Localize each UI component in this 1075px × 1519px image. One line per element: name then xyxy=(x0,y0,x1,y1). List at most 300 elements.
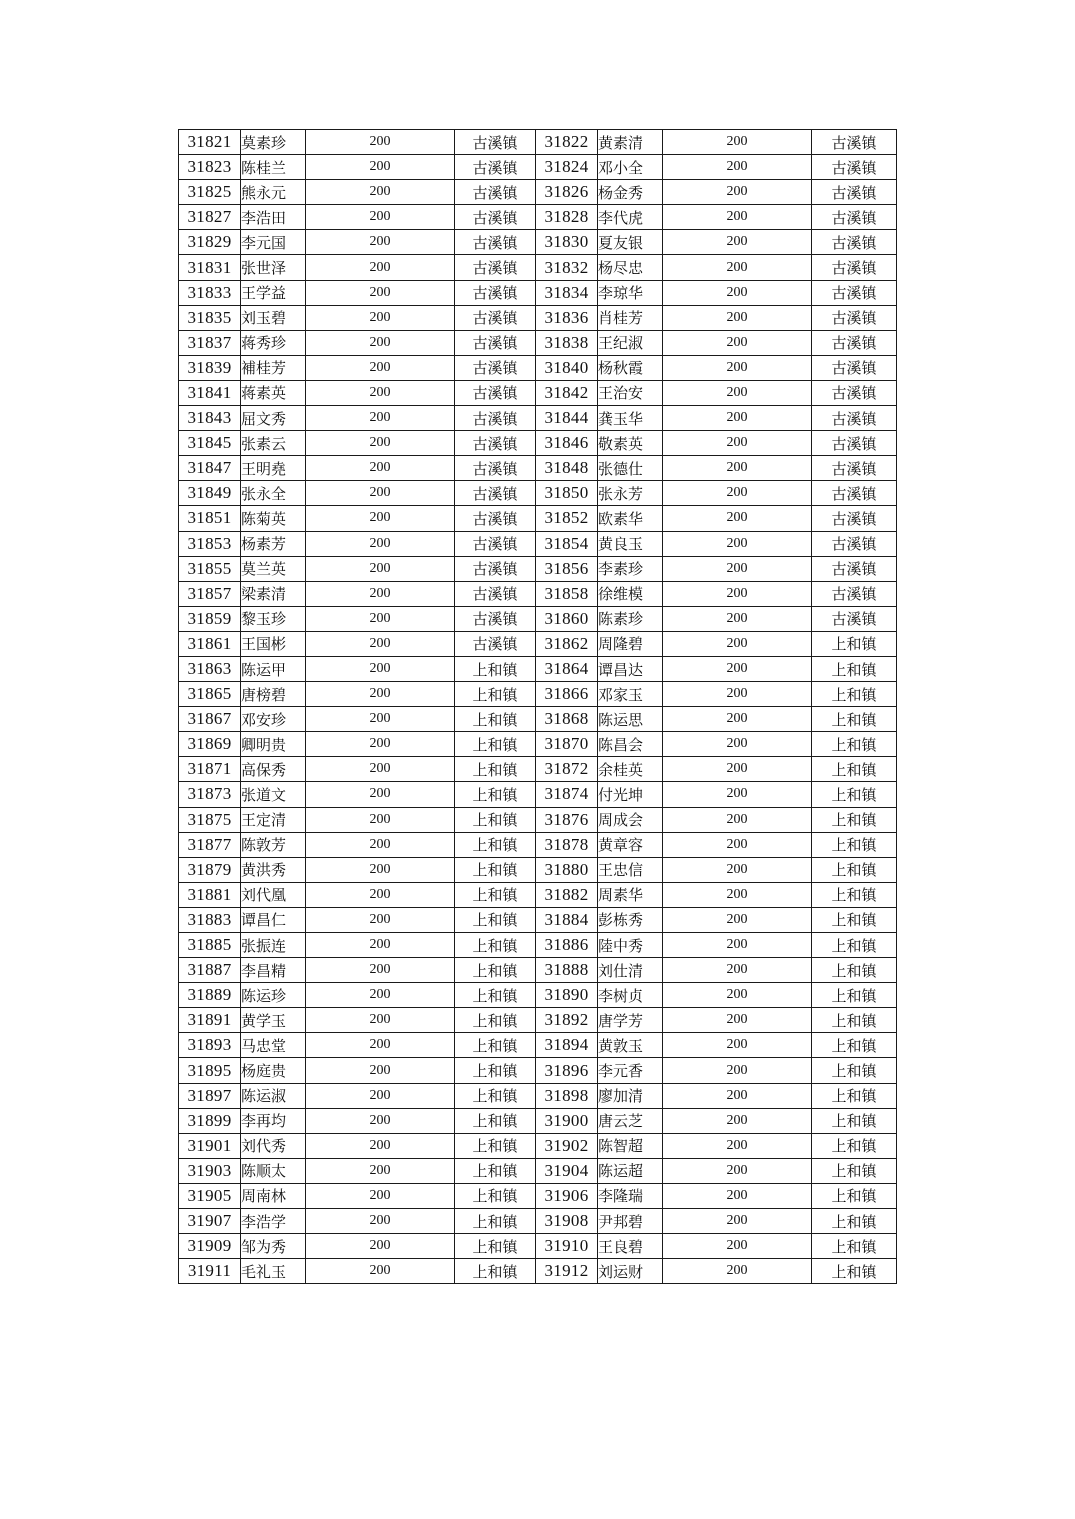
left-amount-cell: 200 xyxy=(306,330,455,355)
left-record-id-cell: 31875 xyxy=(179,807,241,832)
right-town-cell: 古溪镇 xyxy=(812,556,897,581)
left-amount-cell: 200 xyxy=(306,1158,455,1183)
right-town-cell: 上和镇 xyxy=(812,807,897,832)
right-record-id-cell: 31866 xyxy=(536,682,598,707)
left-record-id-cell: 31909 xyxy=(179,1234,241,1259)
left-town-cell: 古溪镇 xyxy=(455,180,536,205)
left-person-name-cell: 王国彬 xyxy=(241,631,306,656)
left-record-id-cell: 31901 xyxy=(179,1133,241,1158)
left-person-name-cell: 刘代凰 xyxy=(241,882,306,907)
left-record-id-cell: 31881 xyxy=(179,882,241,907)
right-amount-cell: 200 xyxy=(663,380,812,405)
right-amount-cell: 200 xyxy=(663,581,812,606)
roster-table xyxy=(178,129,897,1284)
right-amount-cell: 200 xyxy=(663,882,812,907)
table-row xyxy=(179,1209,897,1234)
left-town-cell: 古溪镇 xyxy=(455,481,536,506)
left-record-id-cell: 31827 xyxy=(179,205,241,230)
table-row xyxy=(179,556,897,581)
right-amount-cell: 200 xyxy=(663,707,812,732)
table-row xyxy=(179,506,897,531)
table-row xyxy=(179,857,897,882)
left-person-name-cell: 陈运淑 xyxy=(241,1083,306,1108)
right-town-cell: 上和镇 xyxy=(812,1259,897,1284)
left-town-cell: 古溪镇 xyxy=(455,581,536,606)
left-record-id-cell: 31839 xyxy=(179,355,241,380)
right-amount-cell: 200 xyxy=(663,907,812,932)
left-record-id-cell: 31859 xyxy=(179,606,241,631)
left-town-cell: 古溪镇 xyxy=(455,305,536,330)
left-town-cell: 上和镇 xyxy=(455,933,536,958)
right-town-cell: 上和镇 xyxy=(812,1234,897,1259)
right-record-id-cell: 31898 xyxy=(536,1083,598,1108)
right-person-name-cell: 刘仕清 xyxy=(598,958,663,983)
table-row xyxy=(179,406,897,431)
left-person-name-cell: 梁素清 xyxy=(241,581,306,606)
left-person-name-cell: 陈桂兰 xyxy=(241,155,306,180)
right-town-cell: 上和镇 xyxy=(812,832,897,857)
left-amount-cell: 200 xyxy=(306,807,455,832)
left-person-name-cell: 刘玉碧 xyxy=(241,305,306,330)
right-town-cell: 上和镇 xyxy=(812,1133,897,1158)
left-amount-cell: 200 xyxy=(306,1209,455,1234)
left-person-name-cell: 刘代秀 xyxy=(241,1133,306,1158)
right-town-cell: 上和镇 xyxy=(812,682,897,707)
right-person-name-cell: 徐维模 xyxy=(598,581,663,606)
left-amount-cell: 200 xyxy=(306,832,455,857)
table-row xyxy=(179,631,897,656)
right-record-id-cell: 31894 xyxy=(536,1033,598,1058)
right-person-name-cell: 敬素英 xyxy=(598,431,663,456)
table-row xyxy=(179,958,897,983)
right-town-cell: 上和镇 xyxy=(812,907,897,932)
left-amount-cell: 200 xyxy=(306,355,455,380)
left-record-id-cell: 31863 xyxy=(179,656,241,681)
right-record-id-cell: 31836 xyxy=(536,305,598,330)
left-person-name-cell: 邓安珍 xyxy=(241,707,306,732)
right-record-id-cell: 31828 xyxy=(536,205,598,230)
table-row xyxy=(179,155,897,180)
left-amount-cell: 200 xyxy=(306,933,455,958)
table-row xyxy=(179,456,897,481)
left-amount-cell: 200 xyxy=(306,230,455,255)
left-amount-cell: 200 xyxy=(306,1234,455,1259)
right-person-name-cell: 黄章容 xyxy=(598,832,663,857)
right-person-name-cell: 黄良玉 xyxy=(598,531,663,556)
table-row xyxy=(179,180,897,205)
left-record-id-cell: 31833 xyxy=(179,280,241,305)
right-amount-cell: 200 xyxy=(663,1234,812,1259)
right-amount-cell: 200 xyxy=(663,180,812,205)
right-amount-cell: 200 xyxy=(663,782,812,807)
right-record-id-cell: 31888 xyxy=(536,958,598,983)
right-person-name-cell: 欧素华 xyxy=(598,506,663,531)
right-amount-cell: 200 xyxy=(663,255,812,280)
left-town-cell: 上和镇 xyxy=(455,1058,536,1083)
left-town-cell: 上和镇 xyxy=(455,1133,536,1158)
right-record-id-cell: 31876 xyxy=(536,807,598,832)
left-person-name-cell: 李昌精 xyxy=(241,958,306,983)
right-amount-cell: 200 xyxy=(663,531,812,556)
roster-body xyxy=(179,130,897,1284)
table-row xyxy=(179,481,897,506)
right-record-id-cell: 31874 xyxy=(536,782,598,807)
right-amount-cell: 200 xyxy=(663,481,812,506)
left-person-name-cell: 莫兰英 xyxy=(241,556,306,581)
left-person-name-cell: 谭昌仁 xyxy=(241,907,306,932)
right-amount-cell: 200 xyxy=(663,1209,812,1234)
left-record-id-cell: 31821 xyxy=(179,130,241,155)
left-person-name-cell: 张道文 xyxy=(241,782,306,807)
left-amount-cell: 200 xyxy=(306,205,455,230)
right-person-name-cell: 尹邦碧 xyxy=(598,1209,663,1234)
left-amount-cell: 200 xyxy=(306,255,455,280)
right-person-name-cell: 陈素珍 xyxy=(598,606,663,631)
right-record-id-cell: 31912 xyxy=(536,1259,598,1284)
left-amount-cell: 200 xyxy=(306,682,455,707)
table-row xyxy=(179,280,897,305)
right-town-cell: 古溪镇 xyxy=(812,481,897,506)
left-town-cell: 古溪镇 xyxy=(455,606,536,631)
right-person-name-cell: 李元香 xyxy=(598,1058,663,1083)
left-town-cell: 古溪镇 xyxy=(455,431,536,456)
right-record-id-cell: 31862 xyxy=(536,631,598,656)
left-town-cell: 上和镇 xyxy=(455,907,536,932)
left-town-cell: 上和镇 xyxy=(455,832,536,857)
right-amount-cell: 200 xyxy=(663,1183,812,1208)
left-record-id-cell: 31829 xyxy=(179,230,241,255)
right-record-id-cell: 31870 xyxy=(536,732,598,757)
right-person-name-cell: 张永芳 xyxy=(598,481,663,506)
left-record-id-cell: 31851 xyxy=(179,506,241,531)
right-amount-cell: 200 xyxy=(663,958,812,983)
right-person-name-cell: 李素珍 xyxy=(598,556,663,581)
table-row xyxy=(179,757,897,782)
table-row xyxy=(179,682,897,707)
right-amount-cell: 200 xyxy=(663,1108,812,1133)
right-amount-cell: 200 xyxy=(663,1259,812,1284)
table-row xyxy=(179,431,897,456)
right-record-id-cell: 31858 xyxy=(536,581,598,606)
left-person-name-cell: 陈运珍 xyxy=(241,983,306,1008)
right-person-name-cell: 杨尽忠 xyxy=(598,255,663,280)
left-record-id-cell: 31877 xyxy=(179,832,241,857)
right-record-id-cell: 31878 xyxy=(536,832,598,857)
left-record-id-cell: 31911 xyxy=(179,1259,241,1284)
right-person-name-cell: 周素华 xyxy=(598,882,663,907)
left-amount-cell: 200 xyxy=(306,431,455,456)
left-town-cell: 上和镇 xyxy=(455,1033,536,1058)
left-amount-cell: 200 xyxy=(306,606,455,631)
table-row xyxy=(179,1108,897,1133)
table-row xyxy=(179,1083,897,1108)
left-person-name-cell: 屈文秀 xyxy=(241,406,306,431)
left-town-cell: 上和镇 xyxy=(455,707,536,732)
right-person-name-cell: 周隆碧 xyxy=(598,631,663,656)
left-town-cell: 古溪镇 xyxy=(455,506,536,531)
left-town-cell: 上和镇 xyxy=(455,807,536,832)
left-town-cell: 上和镇 xyxy=(455,1083,536,1108)
left-town-cell: 上和镇 xyxy=(455,857,536,882)
left-amount-cell: 200 xyxy=(306,481,455,506)
right-record-id-cell: 31864 xyxy=(536,656,598,681)
right-town-cell: 古溪镇 xyxy=(812,406,897,431)
right-record-id-cell: 31832 xyxy=(536,255,598,280)
left-town-cell: 古溪镇 xyxy=(455,130,536,155)
table-row xyxy=(179,832,897,857)
right-amount-cell: 200 xyxy=(663,1058,812,1083)
right-town-cell: 上和镇 xyxy=(812,656,897,681)
right-record-id-cell: 31842 xyxy=(536,380,598,405)
left-town-cell: 古溪镇 xyxy=(455,155,536,180)
right-record-id-cell: 31826 xyxy=(536,180,598,205)
table-row xyxy=(179,205,897,230)
left-town-cell: 古溪镇 xyxy=(455,330,536,355)
table-row xyxy=(179,907,897,932)
right-record-id-cell: 31872 xyxy=(536,757,598,782)
table-row xyxy=(179,1133,897,1158)
right-person-name-cell: 陈昌会 xyxy=(598,732,663,757)
right-town-cell: 古溪镇 xyxy=(812,330,897,355)
left-person-name-cell: 杨素芳 xyxy=(241,531,306,556)
right-amount-cell: 200 xyxy=(663,1133,812,1158)
right-town-cell: 古溪镇 xyxy=(812,380,897,405)
right-person-name-cell: 李隆瑞 xyxy=(598,1183,663,1208)
right-record-id-cell: 31834 xyxy=(536,280,598,305)
table-row xyxy=(179,1234,897,1259)
left-record-id-cell: 31871 xyxy=(179,757,241,782)
right-amount-cell: 200 xyxy=(663,933,812,958)
left-person-name-cell: 蒋秀珍 xyxy=(241,330,306,355)
left-amount-cell: 200 xyxy=(306,1058,455,1083)
right-town-cell: 古溪镇 xyxy=(812,255,897,280)
left-record-id-cell: 31845 xyxy=(179,431,241,456)
right-town-cell: 上和镇 xyxy=(812,857,897,882)
right-record-id-cell: 31854 xyxy=(536,531,598,556)
right-town-cell: 上和镇 xyxy=(812,882,897,907)
left-record-id-cell: 31857 xyxy=(179,581,241,606)
right-town-cell: 古溪镇 xyxy=(812,230,897,255)
right-town-cell: 古溪镇 xyxy=(812,355,897,380)
left-record-id-cell: 31903 xyxy=(179,1158,241,1183)
right-amount-cell: 200 xyxy=(663,230,812,255)
table-row xyxy=(179,531,897,556)
left-amount-cell: 200 xyxy=(306,556,455,581)
left-person-name-cell: 王明堯 xyxy=(241,456,306,481)
left-person-name-cell: 黎玉珍 xyxy=(241,606,306,631)
right-record-id-cell: 31884 xyxy=(536,907,598,932)
left-town-cell: 古溪镇 xyxy=(455,631,536,656)
right-town-cell: 上和镇 xyxy=(812,707,897,732)
right-town-cell: 上和镇 xyxy=(812,1209,897,1234)
left-person-name-cell: 周南林 xyxy=(241,1183,306,1208)
left-person-name-cell: 陈敦芳 xyxy=(241,832,306,857)
right-person-name-cell: 邓家玉 xyxy=(598,682,663,707)
right-person-name-cell: 王良碧 xyxy=(598,1234,663,1259)
left-amount-cell: 200 xyxy=(306,656,455,681)
right-person-name-cell: 李代虎 xyxy=(598,205,663,230)
left-person-name-cell: 邹为秀 xyxy=(241,1234,306,1259)
left-amount-cell: 200 xyxy=(306,1108,455,1133)
left-record-id-cell: 31847 xyxy=(179,456,241,481)
right-record-id-cell: 31904 xyxy=(536,1158,598,1183)
right-person-name-cell: 肖桂芳 xyxy=(598,305,663,330)
left-town-cell: 古溪镇 xyxy=(455,456,536,481)
left-record-id-cell: 31861 xyxy=(179,631,241,656)
left-record-id-cell: 31855 xyxy=(179,556,241,581)
right-record-id-cell: 31850 xyxy=(536,481,598,506)
right-town-cell: 古溪镇 xyxy=(812,205,897,230)
table-row xyxy=(179,1183,897,1208)
right-person-name-cell: 李树贞 xyxy=(598,983,663,1008)
table-row xyxy=(179,355,897,380)
left-record-id-cell: 31891 xyxy=(179,1008,241,1033)
table-row xyxy=(179,130,897,155)
right-record-id-cell: 31886 xyxy=(536,933,598,958)
left-amount-cell: 200 xyxy=(306,581,455,606)
right-person-name-cell: 陈运思 xyxy=(598,707,663,732)
left-amount-cell: 200 xyxy=(306,782,455,807)
left-town-cell: 上和镇 xyxy=(455,732,536,757)
left-amount-cell: 200 xyxy=(306,305,455,330)
table-row xyxy=(179,656,897,681)
left-person-name-cell: 陈顺太 xyxy=(241,1158,306,1183)
left-amount-cell: 200 xyxy=(306,531,455,556)
left-person-name-cell: 张素云 xyxy=(241,431,306,456)
left-town-cell: 上和镇 xyxy=(455,782,536,807)
right-record-id-cell: 31830 xyxy=(536,230,598,255)
left-record-id-cell: 31823 xyxy=(179,155,241,180)
left-town-cell: 古溪镇 xyxy=(455,380,536,405)
right-person-name-cell: 王治安 xyxy=(598,380,663,405)
right-record-id-cell: 31846 xyxy=(536,431,598,456)
right-record-id-cell: 31860 xyxy=(536,606,598,631)
right-town-cell: 上和镇 xyxy=(812,631,897,656)
right-person-name-cell: 陸中秀 xyxy=(598,933,663,958)
right-town-cell: 古溪镇 xyxy=(812,130,897,155)
right-town-cell: 上和镇 xyxy=(812,1108,897,1133)
right-town-cell: 上和镇 xyxy=(812,1008,897,1033)
table-row xyxy=(179,380,897,405)
right-record-id-cell: 31848 xyxy=(536,456,598,481)
left-person-name-cell: 王定清 xyxy=(241,807,306,832)
right-person-name-cell: 谭昌达 xyxy=(598,656,663,681)
right-record-id-cell: 31890 xyxy=(536,983,598,1008)
left-person-name-cell: 李再均 xyxy=(241,1108,306,1133)
left-amount-cell: 200 xyxy=(306,1033,455,1058)
right-amount-cell: 200 xyxy=(663,1083,812,1108)
table-row xyxy=(179,782,897,807)
right-person-name-cell: 付光坤 xyxy=(598,782,663,807)
right-amount-cell: 200 xyxy=(663,205,812,230)
right-town-cell: 上和镇 xyxy=(812,1033,897,1058)
right-record-id-cell: 31908 xyxy=(536,1209,598,1234)
left-amount-cell: 200 xyxy=(306,983,455,1008)
right-person-name-cell: 杨金秀 xyxy=(598,180,663,205)
right-record-id-cell: 31844 xyxy=(536,406,598,431)
right-amount-cell: 200 xyxy=(663,983,812,1008)
right-record-id-cell: 31900 xyxy=(536,1108,598,1133)
left-record-id-cell: 31869 xyxy=(179,732,241,757)
left-person-name-cell: 张永全 xyxy=(241,481,306,506)
right-amount-cell: 200 xyxy=(663,606,812,631)
left-person-name-cell: 张振连 xyxy=(241,933,306,958)
right-amount-cell: 200 xyxy=(663,406,812,431)
left-person-name-cell: 李浩学 xyxy=(241,1209,306,1234)
right-town-cell: 上和镇 xyxy=(812,958,897,983)
left-amount-cell: 200 xyxy=(306,280,455,305)
left-record-id-cell: 31825 xyxy=(179,180,241,205)
left-amount-cell: 200 xyxy=(306,707,455,732)
right-amount-cell: 200 xyxy=(663,832,812,857)
left-town-cell: 上和镇 xyxy=(455,958,536,983)
table-row xyxy=(179,1259,897,1284)
left-record-id-cell: 31843 xyxy=(179,406,241,431)
table-row xyxy=(179,933,897,958)
right-amount-cell: 200 xyxy=(663,431,812,456)
left-town-cell: 上和镇 xyxy=(455,682,536,707)
right-person-name-cell: 张德仕 xyxy=(598,456,663,481)
left-record-id-cell: 31899 xyxy=(179,1108,241,1133)
left-town-cell: 古溪镇 xyxy=(455,531,536,556)
right-record-id-cell: 31880 xyxy=(536,857,598,882)
left-amount-cell: 200 xyxy=(306,857,455,882)
left-amount-cell: 200 xyxy=(306,406,455,431)
left-person-name-cell: 卿明贵 xyxy=(241,732,306,757)
left-town-cell: 上和镇 xyxy=(455,1209,536,1234)
left-amount-cell: 200 xyxy=(306,506,455,531)
right-town-cell: 古溪镇 xyxy=(812,531,897,556)
right-person-name-cell: 彭栋秀 xyxy=(598,907,663,932)
right-person-name-cell: 陈智超 xyxy=(598,1133,663,1158)
left-town-cell: 古溪镇 xyxy=(455,255,536,280)
table-row xyxy=(179,255,897,280)
right-record-id-cell: 31868 xyxy=(536,707,598,732)
right-person-name-cell: 龚玉华 xyxy=(598,406,663,431)
right-amount-cell: 200 xyxy=(663,757,812,782)
left-amount-cell: 200 xyxy=(306,155,455,180)
right-person-name-cell: 夏友银 xyxy=(598,230,663,255)
left-person-name-cell: 杨庭贵 xyxy=(241,1058,306,1083)
left-town-cell: 上和镇 xyxy=(455,1259,536,1284)
left-person-name-cell: 莫素珍 xyxy=(241,130,306,155)
left-record-id-cell: 31907 xyxy=(179,1209,241,1234)
left-record-id-cell: 31853 xyxy=(179,531,241,556)
left-town-cell: 古溪镇 xyxy=(455,355,536,380)
left-town-cell: 上和镇 xyxy=(455,1183,536,1208)
left-person-name-cell: 補桂芳 xyxy=(241,355,306,380)
left-person-name-cell: 蒋素英 xyxy=(241,380,306,405)
right-amount-cell: 200 xyxy=(663,456,812,481)
left-record-id-cell: 31837 xyxy=(179,330,241,355)
right-amount-cell: 200 xyxy=(663,857,812,882)
left-town-cell: 上和镇 xyxy=(455,757,536,782)
right-town-cell: 上和镇 xyxy=(812,757,897,782)
right-town-cell: 古溪镇 xyxy=(812,280,897,305)
right-amount-cell: 200 xyxy=(663,1158,812,1183)
right-amount-cell: 200 xyxy=(663,656,812,681)
right-amount-cell: 200 xyxy=(663,305,812,330)
right-person-name-cell: 余桂英 xyxy=(598,757,663,782)
left-amount-cell: 200 xyxy=(306,130,455,155)
right-record-id-cell: 31856 xyxy=(536,556,598,581)
right-person-name-cell: 刘运财 xyxy=(598,1259,663,1284)
right-amount-cell: 200 xyxy=(663,682,812,707)
table-row xyxy=(179,1158,897,1183)
right-person-name-cell: 王忠信 xyxy=(598,857,663,882)
left-amount-cell: 200 xyxy=(306,907,455,932)
right-person-name-cell: 唐云芝 xyxy=(598,1108,663,1133)
